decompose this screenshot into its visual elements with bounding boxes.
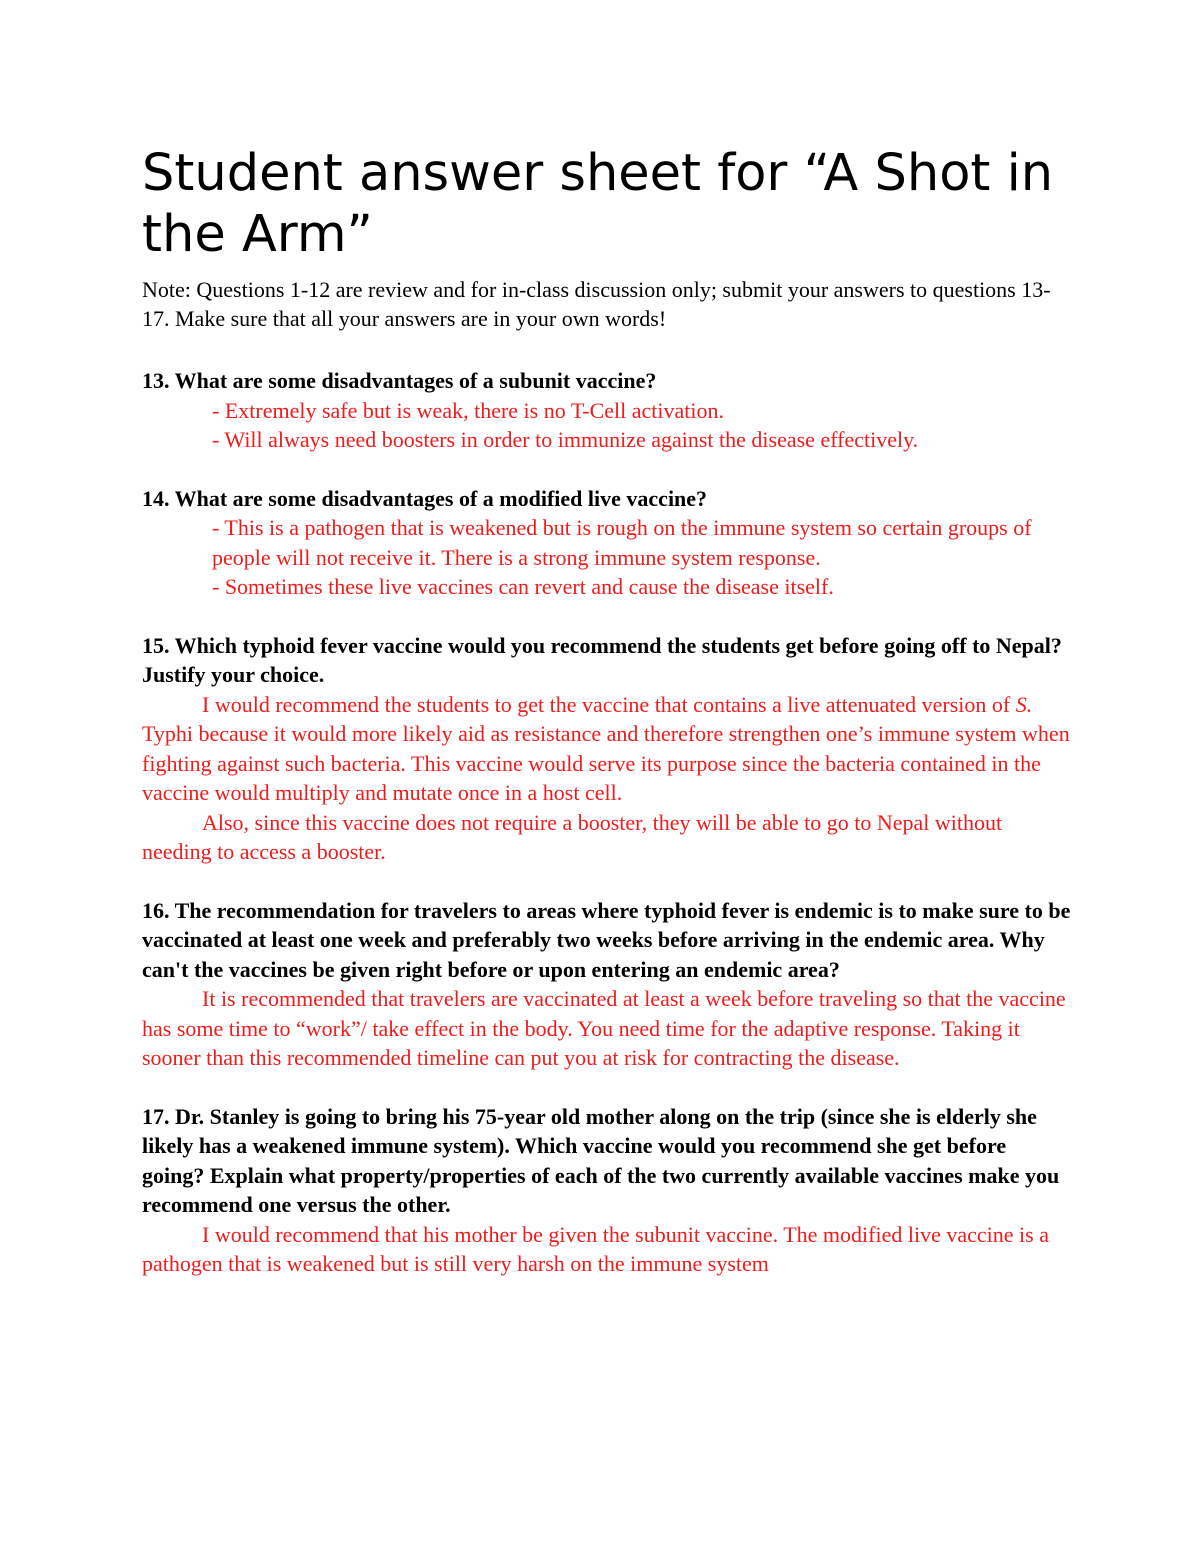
question-15-block [142, 631, 1072, 867]
answer-15-text: I would recommend the students to get the vaccine that contains a live attenuated version of [202, 691, 1016, 717]
question-14-block [142, 484, 1072, 602]
question-17-block [142, 1102, 1072, 1279]
question-13: 13. What are some disadvantages of a subunit vaccine? [142, 368, 657, 393]
question-15: 15. Which typhoid fever vaccine would you recommend the students get before going off to Nepal? Justify your choice. [142, 632, 1062, 687]
species-abbrev: S. [1015, 691, 1033, 717]
answer-14-item: - Sometimes these live vaccines can revert and cause the disease itself. [212, 574, 834, 599]
answer-14-item: - This is a pathogen that is weakened but is rough on the immune system so certain groups of people will not receive it. There is a strong immune system response. [212, 515, 1032, 570]
instructions-note: Note: Questions 1-12 are review and for in-class discussion only; submit your answers to questions 13-17. Make sure that all your answers are in your own words! [142, 277, 1051, 331]
question-16: 16. The recommendation for travelers to areas where typhoid fever is endemic is to make sure to be vaccinated at least one week and preferably two weeks before arriving in the endemic area. Why can't the vaccines be given right before or upon entering an endemic area? [142, 897, 1071, 982]
document-content [142, 143, 1072, 1279]
question-13-block [142, 366, 1072, 455]
page-title: Student answer sheet for “A Shot in the Arm” [142, 144, 1054, 264]
question-14: 14. What are some disadvantages of a modified live vaccine? [142, 485, 708, 511]
answer-13-item: - Extremely safe but is weak, there is no T-Cell activation. [212, 397, 724, 423]
answer-16-paragraph: It is recommended that travelers are vaccinated at least a week before traveling so that the vaccine has some time to “work”/ take effect in the body. You need time for the adaptive response. Taking it sooner than this recommended timeline can put you at risk for contracting the disease. [142, 986, 1066, 1070]
answer-13-item: - Will always need boosters in order to immunize against the disease effectively. [212, 427, 919, 452]
question-17: 17. Dr. Stanley is going to bring his 75-year old mother along on the trip (since she is elderly she likely has a weakened immune system). Which vaccine would you recommend she get before going? Explain what property/properties of each of the two currently available vaccines make you recommend one versus the other. [142, 1103, 1060, 1217]
answer-17-paragraph: I would recommend that his mother be given the subunit vaccine. The modified live vaccine is a pathogen that is weakened but is still very harsh on the immune system [142, 1221, 1049, 1276]
answer-15-text: Typhi because it would more likely aid as resistance and therefore strengthen one’s immune system when fighting against such bacteria. This vaccine would serve its purpose since the bacteria contained in the vaccine would multiply and mutate once in a host cell. [142, 721, 1070, 805]
answer-15-paragraph: Also, since this vaccine does not require a booster, they will be able to go to Nepal without needing to access a booster. [142, 809, 1003, 864]
question-16-block [142, 896, 1072, 1073]
answer-15-paragraph [142, 690, 1072, 808]
